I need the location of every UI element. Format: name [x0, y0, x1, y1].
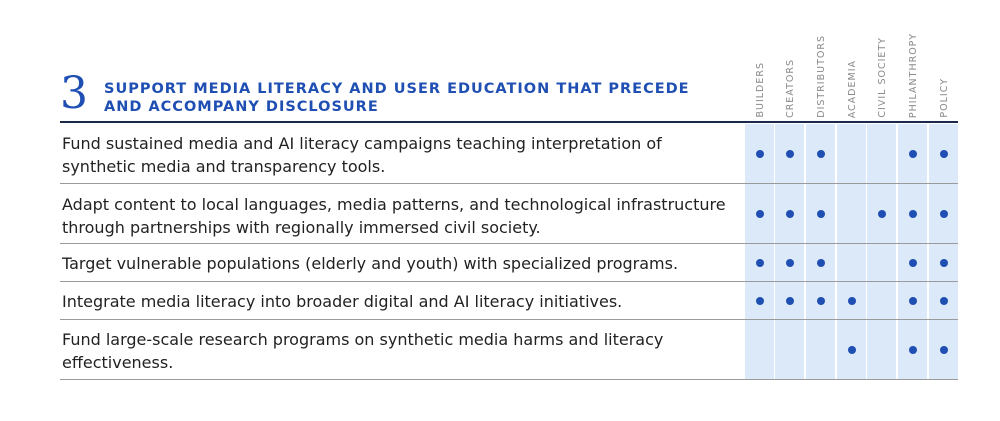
column-header-creators [775, 10, 805, 118]
cell-academia [837, 244, 866, 281]
cell-policy [929, 320, 958, 379]
row-text: Adapt content to local languages, media patterns, and technological infrastructure through partnerships with regionally immersed civil society. [62, 195, 726, 237]
cell-builders [745, 124, 774, 183]
header-rule [60, 121, 958, 123]
column-header-civil-society [867, 10, 897, 118]
column-header-label: POLICY [938, 78, 950, 118]
applies-dot-icon [940, 150, 948, 158]
column-header-label: ACADEMIA [846, 59, 858, 118]
cell-creators [775, 282, 804, 319]
cell-academia [837, 184, 866, 243]
cell-builders [745, 282, 774, 319]
applies-dot-icon [786, 297, 794, 305]
cell-philanthropy [898, 184, 927, 243]
cell-philanthropy [898, 244, 927, 281]
applies-dot-icon [909, 210, 917, 218]
cell-academia [837, 320, 866, 379]
cell-creators [775, 124, 804, 183]
applies-dot-icon [940, 346, 948, 354]
column-header-academia [837, 10, 867, 118]
applies-dot-icon [940, 259, 948, 267]
cell-creators [775, 184, 804, 243]
applies-dot-icon [817, 259, 825, 267]
section-number: 3 [60, 68, 88, 119]
cell-philanthropy [898, 282, 927, 319]
applies-dot-icon [940, 210, 948, 218]
cell-civil-society [867, 282, 896, 319]
applies-dot-icon [817, 210, 825, 218]
applies-dot-icon [909, 297, 917, 305]
cell-builders [745, 184, 774, 243]
cell-policy [929, 124, 958, 183]
applies-dot-icon [756, 150, 764, 158]
table-row [60, 244, 958, 282]
section-title: SUPPORT MEDIA LITERACY AND USER EDUCATION THAT PRECEDE AND ACCOMPANY DISCLOSURE [104, 81, 690, 115]
applies-dot-icon [878, 210, 886, 218]
column-header-builders [745, 10, 775, 118]
cell-distributors [806, 244, 835, 281]
cell-distributors [806, 282, 835, 319]
applies-dot-icon [848, 346, 856, 354]
cell-builders [745, 320, 774, 379]
column-header-label: CIVIL SOCIETY [876, 37, 888, 118]
cell-distributors [806, 184, 835, 243]
cell-academia [837, 124, 866, 183]
column-header-distributors [806, 10, 836, 118]
row-text: Target vulnerable populations (elderly and youth) with specialized programs. [62, 254, 679, 273]
row-text: Integrate media literacy into broader digital and AI literacy initiatives. [62, 292, 623, 311]
row-text: Fund large-scale research programs on synthetic media harms and literacy effectiveness. [62, 330, 664, 372]
cell-civil-society [867, 184, 896, 243]
column-header-label: PHILANTHROPY [907, 32, 919, 118]
table-row [60, 184, 958, 244]
applies-dot-icon [817, 297, 825, 305]
cell-distributors [806, 124, 835, 183]
column-header-label: CREATORS [784, 59, 796, 118]
applies-dot-icon [940, 297, 948, 305]
applies-dot-icon [909, 150, 917, 158]
column-header-label: BUILDERS [754, 62, 766, 118]
column-header-philanthropy [898, 10, 928, 118]
column-header-label: DISTRIBUTORS [815, 35, 827, 118]
column-header-policy [929, 10, 959, 118]
applies-dot-icon [909, 259, 917, 267]
applies-dot-icon [786, 259, 794, 267]
cell-civil-society [867, 244, 896, 281]
applies-dot-icon [848, 297, 856, 305]
table-row [60, 282, 958, 320]
applies-dot-icon [756, 297, 764, 305]
cell-creators [775, 244, 804, 281]
row-text: Fund sustained media and AI literacy campaigns teaching interpretation of synthetic media and transparency tools. [62, 134, 662, 176]
cell-philanthropy [898, 124, 927, 183]
cell-policy [929, 184, 958, 243]
cell-civil-society [867, 124, 896, 183]
cell-creators [775, 320, 804, 379]
applies-dot-icon [756, 210, 764, 218]
applies-dot-icon [786, 210, 794, 218]
cell-builders [745, 244, 774, 281]
cell-civil-society [867, 320, 896, 379]
applies-dot-icon [817, 150, 825, 158]
cell-policy [929, 282, 958, 319]
applies-dot-icon [756, 259, 764, 267]
table-row [60, 320, 958, 380]
applies-dot-icon [909, 346, 917, 354]
cell-academia [837, 282, 866, 319]
cell-policy [929, 244, 958, 281]
applies-dot-icon [786, 150, 794, 158]
cell-distributors [806, 320, 835, 379]
table-row [60, 124, 958, 184]
cell-philanthropy [898, 320, 927, 379]
